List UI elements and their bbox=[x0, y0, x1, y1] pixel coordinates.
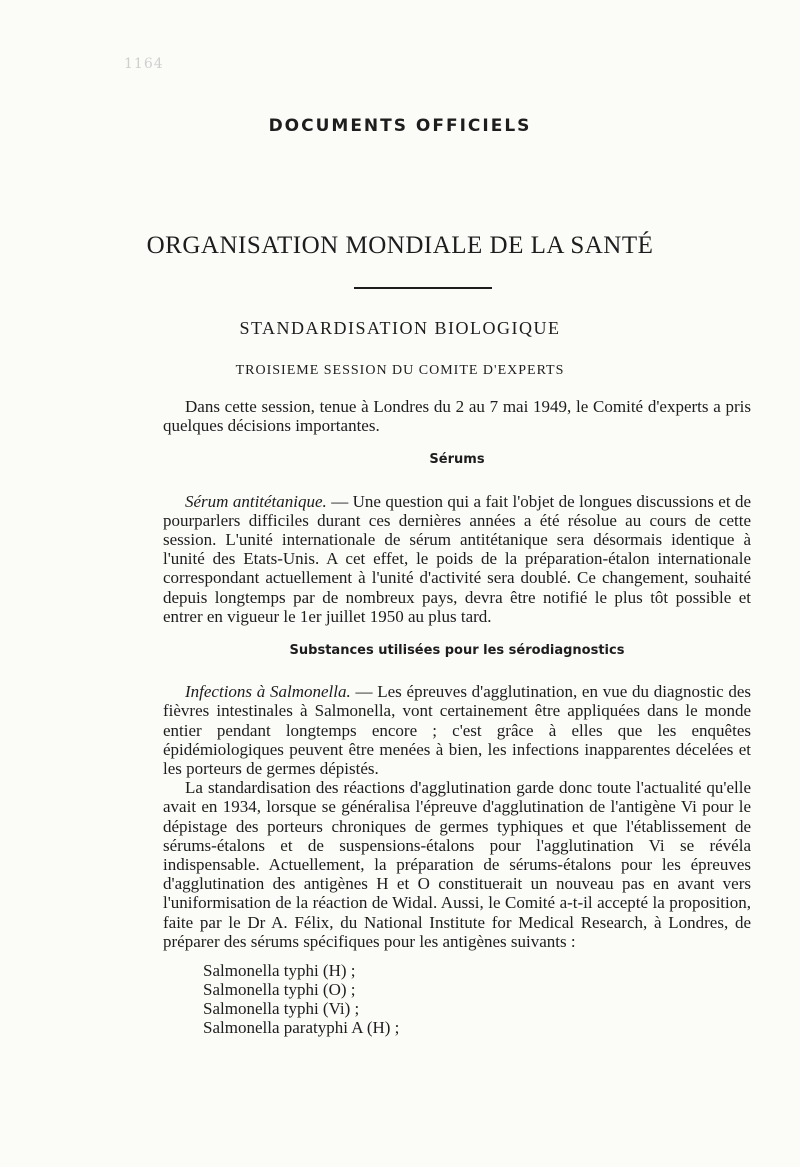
article-body bbox=[163, 397, 751, 1037]
list-item: Salmonella typhi (H) ; bbox=[203, 961, 356, 981]
standardisation-title: STANDARDISATION BIOLOGIQUE bbox=[239, 318, 561, 338]
list-item: Salmonella typhi (O) ; bbox=[203, 980, 356, 1000]
paragraph-text: — Une question qui a fait l'objet de longues discussions et de pourparlers difficiles durant ces dernières années a été résolue au cours de cette session. L'unité internationale de sérum antitétanique sera désormais identique à l'unité des Etats-Unis. A cet effet, le poids de la préparation-étalon internationale correspondant actuellement à l'unité d'activité sera doublé. Ce changement, souhaité depuis longtemps par de nombreux pays, devra être notifié le plus tôt possible et entrer en vigueur le 1er juillet 1950 au plus tard. bbox=[163, 491, 752, 626]
section-heading-serums: Sérums bbox=[429, 452, 485, 468]
organization-title: ORGANISATION MONDIALE DE LA SANTÉ bbox=[146, 232, 654, 259]
intro-paragraph: Dans cette session, tenue à Londres du 2 au 7 mai 1949, le Comité d'experts a pris quelques décisions importantes. bbox=[163, 397, 751, 436]
paragraph-text: — Les épreuves d'agglutination, en vue du diagnostic des fièvres intestinales à Salmonella, vont certainement être appliquées dans le monde entier pendant longtemps encore ; c'est grâce à elles que les enquêtes épidémiologiques peuvent être menées à bien, les infections inapparentes décelées et les porteurs de germes dépistés. bbox=[163, 682, 752, 779]
paragraph-standardisation: La standardisation des réactions d'agglutination garde donc toute l'actualité qu'elle avait en 1934, lorsque se généralisa l'épreuve d'agglutination de l'antigène Vi pour le dépistage des porteurs chroniques de germes typhiques et que l'établissement de sérums-étalons et de suspensions-étalons pour l'agglutination Vi se révéla indispensable. Actuellement, la préparation de sérums-étalons pour les épreuves d'agglutination des antigènes H et O constituerait un nouveau pas en avant vers l'uniformisation de la réaction de Widal. Aussi, le Comité a-t-il accepté la proposition, faite par le Dr A. Félix, du National Institute for Medical Research, à Londres, de préparer des sérums spécifiques pour les antigènes suivants : bbox=[163, 778, 751, 951]
section-kicker: DOCUMENTS OFFICIELS bbox=[268, 116, 532, 136]
list-item: Salmonella typhi (Vi) ; bbox=[203, 999, 360, 1019]
paragraph-lead: Sérum antitétanique. bbox=[185, 491, 327, 511]
title-divider bbox=[354, 287, 492, 289]
section-heading-serodiagnostics: Substances utilisées pour les sérodiagnostics bbox=[289, 643, 625, 659]
antigen-list bbox=[203, 961, 751, 1037]
page-number: 1164 bbox=[124, 56, 164, 72]
list-item: Salmonella paratyphi A (H) ; bbox=[203, 1018, 400, 1038]
paragraph-salmonella bbox=[163, 682, 751, 778]
paragraph-lead: Infections à Salmonella. bbox=[185, 682, 351, 702]
paragraph-serum-antitetanique bbox=[163, 492, 751, 626]
session-title: TROISIEME SESSION DU COMITE D'EXPERTS bbox=[235, 363, 565, 378]
